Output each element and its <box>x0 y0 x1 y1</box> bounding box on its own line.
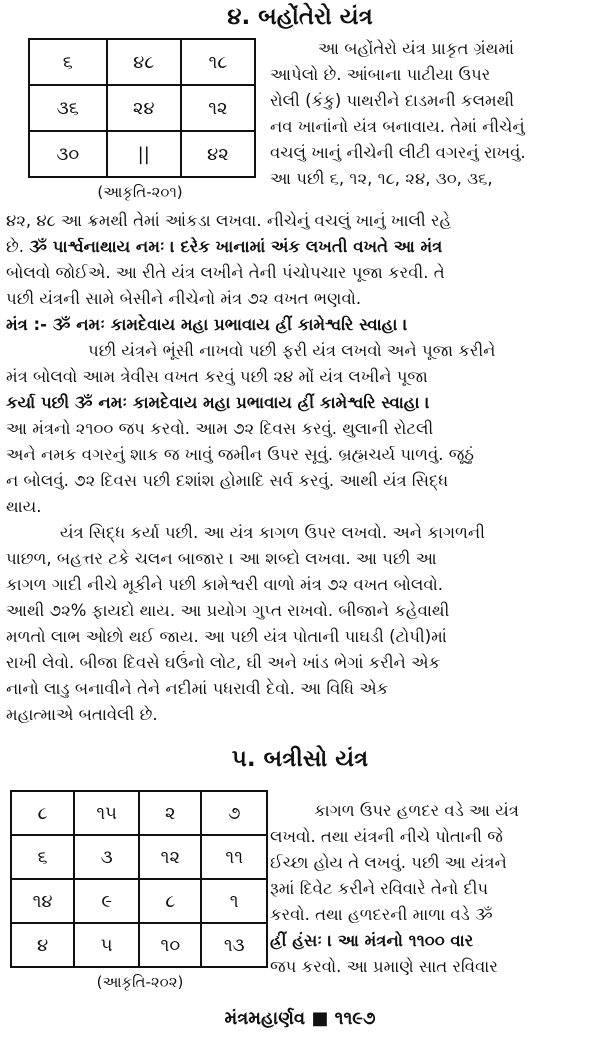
paragraph-line: યંત્ર સિદ્ધ કર્યા પછી. આ યંત્ર કાગળ ઉપર લખવો. અને કાગળની <box>60 523 485 542</box>
grid-cell: ૧૫ <box>74 791 139 835</box>
grid-cell: ૬ <box>29 39 107 85</box>
grid-cell: ૨૪ <box>107 85 181 131</box>
grid-cell: ૮ <box>11 791 74 835</box>
paragraph-line: લખવો. તથા યંત્રની નીચે પોતાની જે <box>270 827 503 846</box>
paragraph-line: રોલી (કંકુ) પાથરીને દાડમની કલમથી <box>270 91 515 110</box>
paragraph-line: રૂમાં દિવેટ કરીને રવિવારે તેનો દીપ <box>270 879 489 898</box>
mantra-line: મંત્ર :- ૐ નમઃ કામદેવાય મહા પ્રભાવાય હ્રીં કામેશ્વરિ સ્વાહા । <box>6 315 408 334</box>
grid-cell: ૩૬ <box>29 85 107 131</box>
paragraph-line: નાનો લાડુ બનાવીને તેને નદીમાં પધરાવી દેવો. આ વિધિ એક <box>6 679 389 698</box>
grid-cell: ૭ <box>201 791 267 835</box>
grid-cell: ૧૪ <box>11 879 74 923</box>
grid-cell: ૧૨ <box>181 85 255 131</box>
paragraph-line: અને નમક વગરનું શાક જ ખાવું જમીન ઉપર સૂવું. બ્રહ્મચર્ય પાળવું. જૂઠું <box>6 445 474 464</box>
paragraph-line: પછી યંત્રની સામે બેસીને નીચેનો મંત્ર ૭૨ વખત ભણવો. <box>6 289 362 308</box>
grid-cell: ૧૩ <box>201 923 267 967</box>
grid-cell: ૧ <box>201 879 267 923</box>
yantra-grid-32 <box>10 790 268 968</box>
paragraph-line: કાગળ ઉપર હળદર વડે આ યંત્ર <box>314 801 519 820</box>
paragraph-line: વચલું ખાનું નીચેની લીટી વગરનું રાખવું. <box>270 143 526 162</box>
line-fragment: છે. <box>6 237 24 256</box>
paragraph-line: આ બહોંતેરો યંત્ર પ્રાકૃત ગ્રંથમાં <box>318 39 515 58</box>
grid-cell: ૩ <box>74 835 139 879</box>
grid-cell: ૮ <box>139 879 201 923</box>
paragraph-line: ન બોલવું. ૭૨ દિવસ પછી દશાંશ હોમાદિ સર્વ કરવું. આથી યંત્ર સિદ્ધ <box>6 471 449 490</box>
paragraph-line <box>6 234 442 260</box>
grid-cell: ૧૧ <box>201 835 267 879</box>
grid-cell: ૪૨ <box>181 131 255 177</box>
grid-cell: ૨ <box>139 791 201 835</box>
paragraph-line: થાય. <box>6 497 42 516</box>
grid-cell: ૯ <box>74 879 139 923</box>
grid-cell: ૬ <box>11 835 74 879</box>
grid-cell: ૪૮ <box>107 39 181 85</box>
mantra-inline: ૐ પાર્શ્વનાથાય નમઃ । દરેક ખાનામાં અંક લખતી વખતે આ મંત્ર <box>29 237 443 256</box>
yantra-grid-72 <box>28 38 256 178</box>
grid-cell: ૩૦ <box>29 131 107 177</box>
paragraph-line: ૪૨, ૪૮ આ ક્રમથી તેમાં આંકડા લખવા. નીચેનું વચલું ખાનું ખાલી રહે <box>6 211 452 230</box>
paragraph-line: મંત્ર બોલવો આમ ત્રેવીસ વખત કરવું પછી ૨૪ મોં યંત્ર લખીને પૂજા <box>6 367 428 386</box>
paragraph-line: પછી યંત્રને ભૂંસી નાખવો પછી ફરી યંત્ર લખવો અને પૂજા કરીને <box>88 341 496 360</box>
paragraph-line: આ મંત્રનો ૨૧૦૦ જપ કરવો. આમ ૭૨ દિવસ કરવું. થુલાની રોટલી <box>6 419 434 438</box>
paragraph-line: પાછળ, બહત્તર ટકે ચલન બાજાર । આ શબ્દો લખવા. આ પછી આ <box>6 549 437 568</box>
paragraph-line: આપેલો છે. આંબાના પાટીયા ઉપર <box>270 65 491 84</box>
paragraph-line: કરવો. તથા હળદરની માળા વડે ૐ <box>270 905 493 924</box>
figure-caption: (આકૃતિ-૨૦૧) <box>97 183 183 201</box>
paragraph-line: મહાત્માએ બતાવેલી છે. <box>6 705 158 724</box>
section-heading-2: ૫. બત્રીસો યંત્ર <box>231 746 369 772</box>
paragraph-line: રાખી લેવો. બીજા દિવસે ઘઉંનો લોટ, ઘી અને ખાંડ ભેગાં કરીને એક <box>6 653 441 672</box>
mantra-line: કર્યા પછી ૐ નમઃ કામદેવાય મહા પ્રભાવાય હ્રીં કામેશ્વરિ સ્વાહા । <box>6 393 430 412</box>
paragraph-line: આથી ૭૨% ફાયદો થાય. આ પ્રયોગ ગુપ્ત રાખવો. બીજાને કહેવાથી <box>6 601 450 620</box>
grid-cell: ૧૮ <box>181 39 255 85</box>
paragraph-line: બોલવો જોઈએ. આ રીતે યંત્ર લખીને તેની પંચોપચાર પૂજા કરવી. તે <box>6 263 445 282</box>
paragraph-line: નવ ખાનાંનો યંત્ર બનાવાય. તેમાં નીચેનું <box>270 117 525 136</box>
figure-caption: (આકૃતિ-૨૦૨) <box>96 973 184 991</box>
paragraph-line: મળતો લાભ ઓછો થઈ જાય. આ પછી યંત્ર પોતાની પાઘડી (ટોપી)માં <box>6 627 447 646</box>
mantra-line: હ્રીં હંસઃ । આ મંત્રનો ૧૧૦૦ વાર <box>270 931 474 950</box>
grid-cell: ૧૦ <box>139 923 201 967</box>
grid-cell: ૧૨ <box>139 835 201 879</box>
paragraph-line: કાગળ ગાદી નીચે મૂકીને પછી કામેશ્વરી વાળો મંત્ર ૭૨ વખત બોલવો. <box>6 575 444 594</box>
grid-cell: ૫ <box>74 923 139 967</box>
paragraph-line: આ પછી ૬, ૧૨, ૧૮, ૨૪, ૩૦, ૩૬, <box>270 169 493 188</box>
paragraph-line: જપ કરવો. આ પ્રમાણે સાત રવિવાર <box>270 957 498 976</box>
paragraph-line: ઈચ્છા હોય તે લખવું. પછી આ યંત્રને <box>270 853 507 872</box>
grid-cell: ૪ <box>11 923 74 967</box>
section-heading-1: ૪. બહોંતેરો યંત્ર <box>227 4 373 30</box>
page-footer: મંત્રમહાર્ણવ ■ ૧૧૯૭ <box>224 1008 376 1029</box>
grid-cell: || <box>107 131 181 177</box>
